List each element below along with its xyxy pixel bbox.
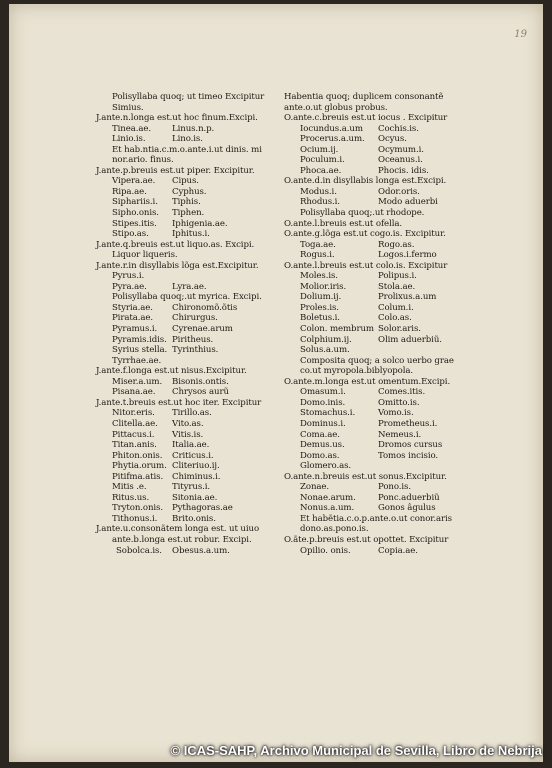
- entry-text-second: Phocis. idis.: [378, 165, 429, 176]
- text-line: [96, 176, 281, 187]
- text-line: [96, 493, 281, 504]
- text-line: [96, 145, 281, 156]
- entry-text: O.ante.m.longa est.ut omentum.Excipi.: [284, 376, 451, 387]
- text-line: [284, 546, 474, 557]
- entry-text: Stipes.itis.: [112, 218, 157, 229]
- entry-text: Tithonus.i.: [112, 513, 158, 524]
- entry-text: Phiton.onis.: [112, 450, 163, 461]
- text-line: [96, 546, 281, 557]
- text-line: [284, 292, 474, 303]
- text-line: [284, 197, 474, 208]
- text-line: [96, 377, 281, 388]
- text-line: [96, 92, 281, 103]
- entry-text: Colon. membrum: [300, 324, 374, 335]
- entry-text: Glomero.as.: [300, 461, 352, 472]
- entry-text-second: Tiphen.: [172, 208, 205, 219]
- entry-text-second: Copia.ae.: [378, 545, 418, 556]
- entry-text: O.ante.c.breuis est.ut iocus . Excipitur: [284, 113, 448, 124]
- entry-text: J.ante.t.breuis est.ut hoc iter. Excipitur: [96, 397, 262, 408]
- text-line: [284, 387, 474, 398]
- text-line: [96, 303, 281, 314]
- entry-text: Ripa.ae.: [112, 186, 147, 197]
- entry-text: O.ante.n.breuis est.ut sonus.Excipitur.: [284, 471, 447, 482]
- text-line: [96, 240, 281, 251]
- entry-text-second: Cipus.: [172, 176, 199, 187]
- entry-text: Dolium.ij.: [300, 292, 342, 303]
- entry-text-second: Omitto.is.: [378, 397, 420, 408]
- text-line: [96, 514, 281, 525]
- entry-text: Pitifma.atis.: [112, 471, 164, 482]
- entry-text: J.ante.n.longa est.ut hoc finum.Excipi.: [96, 113, 258, 124]
- entry-text: O.ãte.p.breuis est.ut opottet. Excipitur: [284, 534, 449, 545]
- entry-text: Proles.is.: [300, 302, 339, 313]
- entry-text: Rogus.i.: [300, 250, 335, 261]
- entry-text: Coma.ae.: [300, 429, 340, 440]
- entry-text-second: Stola.ae.: [378, 281, 416, 292]
- entry-text: Opilio. onis.: [300, 545, 351, 556]
- text-line: [96, 335, 281, 346]
- entry-text-second: Chirurgus.: [172, 313, 218, 324]
- entry-text: Polisyllaba quoq; ut timeo Excipitur: [112, 92, 265, 102]
- entry-text-second: Ocymum.i.: [378, 144, 424, 155]
- text-line: [96, 155, 281, 166]
- entry-text-second: Gonos âgulus: [378, 503, 436, 514]
- text-line: [284, 134, 474, 145]
- entry-text-second: Vito.as.: [172, 418, 204, 429]
- entry-text: Domo.as.: [300, 450, 340, 461]
- entry-text: Et habẽtia.c.o.p.ante.o.ut conor.aris: [300, 513, 452, 524]
- entry-text-second: Tomos incisio.: [378, 450, 439, 461]
- text-line: [96, 261, 281, 272]
- entry-text: Nonae.arum.: [300, 492, 356, 503]
- entry-text-second: Italia.ae.: [172, 440, 210, 451]
- text-line: [284, 356, 474, 367]
- text-line: [284, 482, 474, 493]
- entry-text-second: Iphigenia.ae.: [172, 218, 228, 229]
- entry-text-second: Chiminus.i.: [172, 471, 221, 482]
- entry-text: ante.b.longa est.ut robur. Excipi.: [112, 534, 252, 545]
- text-line: [284, 430, 474, 441]
- entry-text: dono.as.pono.is.: [300, 524, 369, 535]
- text-line: [96, 166, 281, 177]
- text-line: [96, 451, 281, 462]
- entry-text: Nitor.eris.: [112, 408, 155, 419]
- entry-text: Moles.is.: [300, 271, 338, 282]
- entry-text: Rhodus.i.: [300, 197, 340, 208]
- entry-text: Tinea.ae.: [112, 123, 151, 134]
- entry-text: Titan.anis.: [112, 440, 157, 451]
- text-line: [96, 472, 281, 483]
- text-line: [96, 356, 281, 367]
- entry-text-second: Linus.n.p.: [172, 123, 215, 134]
- entry-text-second: Ocyus.: [378, 134, 407, 145]
- entry-text: Modus.i.: [300, 186, 337, 197]
- text-line: [96, 219, 281, 230]
- entry-text-second: Chrysos aurũ: [172, 387, 229, 398]
- entry-text: Colphium.ij.: [300, 334, 352, 345]
- entry-text-second: Tiphis.: [172, 197, 201, 208]
- entry-text: Solus.a.um.: [300, 345, 350, 356]
- entry-text-second: Prolixus.a.um: [378, 292, 437, 303]
- text-line: [284, 303, 474, 314]
- entry-text: Linio.is.: [112, 134, 146, 145]
- entry-text: Tryton.onis.: [112, 503, 163, 514]
- text-line: [284, 187, 474, 198]
- entry-text: Nonus.a.um.: [300, 503, 355, 514]
- text-line: [284, 461, 474, 472]
- entry-text-second: Piritheus.: [172, 334, 214, 345]
- entry-text: Miser.a.um.: [112, 376, 163, 387]
- text-line: [96, 398, 281, 409]
- entry-text: Zonae.: [300, 482, 330, 493]
- entry-text-second: Iphitus.i.: [172, 229, 210, 240]
- entry-text-second: Ponc.aduerbiũ: [378, 492, 440, 503]
- entry-text: J.ante.q.breuis est.ut liquo.as. Excipi.: [96, 239, 255, 250]
- entry-text: Pyramus.i.: [112, 324, 158, 335]
- entry-text-second: Modo aduerbi: [378, 197, 438, 208]
- entry-text-second: Pythagoras.ae: [172, 503, 233, 514]
- entry-text-second: Cyphus.: [172, 186, 207, 197]
- entry-text-second: Rogo.as.: [378, 239, 415, 250]
- text-line: [284, 250, 474, 261]
- copyright-credit: © ICAS-SAHP, Archivo Municipal de Sevilla, Libro de Nebrija: [170, 743, 542, 758]
- text-line: [284, 335, 474, 346]
- entry-text: O.ante.d.in disyllabis longa est.Excipi.: [284, 176, 447, 187]
- entry-text: Omasum.i.: [300, 387, 346, 398]
- entry-text-second: Nemeus.i.: [378, 429, 422, 440]
- entry-text: Ocium.ij.: [300, 144, 339, 155]
- text-line: [284, 366, 474, 377]
- entry-text-second: Tirillo.as.: [172, 408, 212, 419]
- entry-text: O.ante.l.breuis est.ut ofella.: [284, 218, 402, 229]
- entry-text-second: Logos.i.fermo: [378, 250, 437, 261]
- text-line: [96, 134, 281, 145]
- entry-text-second: Oceanus.i.: [378, 155, 423, 166]
- text-line: [284, 145, 474, 156]
- text-line: [284, 103, 474, 114]
- entry-text: Demus.us.: [300, 440, 345, 451]
- text-line: [284, 493, 474, 504]
- entry-text: O.ante.g.lõga est.ut cogo.is. Excipitur.: [284, 229, 446, 240]
- entry-text: Stipo.as.: [112, 229, 149, 240]
- entry-text: Clitella.ae.: [112, 418, 158, 429]
- entry-text-second: Cliteriuo.ij.: [172, 461, 220, 472]
- text-line: [284, 261, 474, 272]
- entry-text: Toga.ae.: [300, 239, 336, 250]
- entry-text-second: Solor.aris.: [378, 324, 421, 335]
- entry-text-second: Cochis.is.: [378, 123, 419, 134]
- entry-text: Et hab.ntia.c.m.o.ante.i.ut dinis. mi: [112, 144, 262, 155]
- text-line: [284, 176, 474, 187]
- entry-text-second: Lyra.ae.: [172, 281, 207, 292]
- text-line: [284, 324, 474, 335]
- entry-text: Molior.iris.: [300, 281, 347, 292]
- text-line: [96, 313, 281, 324]
- entry-text: Pyra.ae.: [112, 281, 147, 292]
- entry-text: Stomachus.i.: [300, 408, 356, 419]
- text-line: [284, 271, 474, 282]
- left-text-column: [96, 92, 281, 556]
- entry-text: Boletus.i.: [300, 313, 340, 324]
- entry-text: Iocundus.a.um: [300, 123, 363, 134]
- entry-text: J.ante.f.longa est.ut nisus.Excipitur.: [96, 366, 247, 377]
- text-line: [96, 366, 281, 377]
- entry-text: Sobolca.is.: [116, 545, 162, 556]
- entry-text: Sipho.onis.: [112, 208, 159, 219]
- entry-text: Styria.ae.: [112, 302, 153, 313]
- entry-text: Phytia.orum.: [112, 461, 167, 472]
- entry-text-second: Polipus.i.: [378, 271, 417, 282]
- entry-text: J.ante.r.in disyllabis lõga est.Excipitur.: [96, 260, 259, 271]
- entry-text-second: Bisonis.ontis.: [172, 376, 229, 387]
- text-line: [284, 535, 474, 546]
- manuscript-page: [9, 4, 543, 762]
- text-line: [284, 166, 474, 177]
- text-line: [284, 155, 474, 166]
- entry-text: Polisyllaba quoq;.ut rhodope.: [300, 208, 425, 219]
- entry-text: Vipera.ae.: [112, 176, 156, 187]
- entry-text: ante.o.ut globus probus.: [284, 102, 388, 113]
- entry-text: Pyrus.i.: [112, 271, 145, 282]
- entry-text: Pisana.ae.: [112, 387, 156, 398]
- text-line: [284, 440, 474, 451]
- entry-text: Liquor liqueris.: [112, 250, 178, 261]
- entry-text-second: Tyrinthius.: [172, 345, 219, 356]
- text-line: [96, 419, 281, 430]
- text-line: [284, 113, 474, 124]
- text-line: [96, 408, 281, 419]
- entry-text: Pirata.ae.: [112, 313, 154, 324]
- text-line: [284, 282, 474, 293]
- text-line: [96, 250, 281, 261]
- folio-number: 19: [514, 29, 527, 40]
- text-line: [284, 240, 474, 251]
- text-line: [284, 451, 474, 462]
- entry-text: Mitis .e.: [112, 482, 147, 493]
- text-line: [96, 229, 281, 240]
- entry-text: Composita quoq; a solco uerbo grae: [300, 355, 454, 366]
- text-line: [284, 419, 474, 430]
- text-line: [284, 92, 474, 103]
- entry-text-second: Dromos cursus: [378, 440, 443, 451]
- text-line: [96, 524, 281, 535]
- entry-text: J.ante.p.breuis est.ut piper. Excipitur.: [96, 165, 255, 176]
- text-line: [284, 229, 474, 240]
- text-line: [284, 524, 474, 535]
- text-line: [96, 503, 281, 514]
- text-line: [284, 208, 474, 219]
- text-line: [96, 197, 281, 208]
- text-line: [284, 124, 474, 135]
- text-line: [96, 430, 281, 441]
- text-line: [284, 313, 474, 324]
- entry-text-second: Pono.is.: [378, 482, 411, 493]
- text-line: [96, 292, 281, 303]
- entry-text: Dominus.i.: [300, 418, 346, 429]
- text-line: [96, 124, 281, 135]
- text-line: [96, 387, 281, 398]
- text-line: [96, 187, 281, 198]
- text-line: [284, 503, 474, 514]
- entry-text: Ritus.us.: [112, 492, 150, 503]
- entry-text: Syrius stella.: [112, 345, 168, 356]
- entry-text-second: Vitis.is.: [172, 429, 204, 440]
- entry-text: Pittacus.i.: [112, 429, 155, 440]
- entry-text: co.ut myropola.biblyopola.: [300, 366, 414, 377]
- entry-text: Poculum.i.: [300, 155, 345, 166]
- entry-text-second: Colum.i.: [378, 302, 414, 313]
- text-line: [96, 113, 281, 124]
- text-line: [284, 345, 474, 356]
- text-line: [96, 535, 281, 546]
- entry-text-second: Lino.is.: [172, 134, 203, 145]
- entry-text-second: Brito.onis.: [172, 513, 216, 524]
- entry-text-second: Prometheus.i.: [378, 418, 438, 429]
- entry-text: nor.ario. finus.: [112, 155, 174, 166]
- text-line: [96, 324, 281, 335]
- text-line: [96, 271, 281, 282]
- entry-text: Procerus.a.um.: [300, 134, 365, 145]
- entry-text-second: Criticus.i.: [172, 450, 214, 461]
- text-line: [284, 377, 474, 388]
- text-line: [96, 482, 281, 493]
- text-line: [284, 472, 474, 483]
- text-line: [96, 282, 281, 293]
- entry-text-second: Colo.as.: [378, 313, 412, 324]
- entry-text: Pyramis.idis.: [112, 334, 167, 345]
- entry-text: Siphariis.i.: [112, 197, 158, 208]
- entry-text-second: Odor.oris.: [378, 186, 420, 197]
- entry-text-second: Vomo.is.: [378, 408, 414, 419]
- entry-text: Polisyllaba quoq;.ut myrica. Excipi.: [112, 292, 262, 303]
- entry-text: Habentia quoq; duplicem consonantẽ: [284, 92, 444, 102]
- text-line: [284, 514, 474, 525]
- entry-text-second: Obesus.a.um.: [172, 545, 230, 556]
- text-line: [96, 461, 281, 472]
- entry-text-second: Cyrenae.arum: [172, 324, 233, 335]
- entry-text-second: Sitonia.ae.: [172, 492, 218, 503]
- text-line: [284, 219, 474, 230]
- text-line: [284, 398, 474, 409]
- entry-text: Simius.: [112, 102, 144, 113]
- entry-text: J.ante.u.consonãtem longa est. ut uiuo: [96, 524, 260, 535]
- entry-text-second: Tityrus.i.: [172, 482, 211, 493]
- entry-text: Domo.inis.: [300, 397, 346, 408]
- entry-text: Tyrrhae.ae.: [112, 355, 162, 366]
- entry-text: O.ante.l.breuis est.ut colo.is. Excipitur: [284, 260, 448, 271]
- entry-text-second: Comes.itis.: [378, 387, 426, 398]
- entry-text-second: Olim aduerbiũ.: [378, 334, 442, 345]
- right-text-column: [284, 92, 474, 556]
- text-line: [96, 440, 281, 451]
- text-line: [284, 408, 474, 419]
- text-line: [96, 208, 281, 219]
- entry-text-second: Chironomõ.õtis: [172, 302, 238, 313]
- text-line: [96, 345, 281, 356]
- text-line: [96, 103, 281, 114]
- entry-text: Phoca.ae.: [300, 165, 342, 176]
